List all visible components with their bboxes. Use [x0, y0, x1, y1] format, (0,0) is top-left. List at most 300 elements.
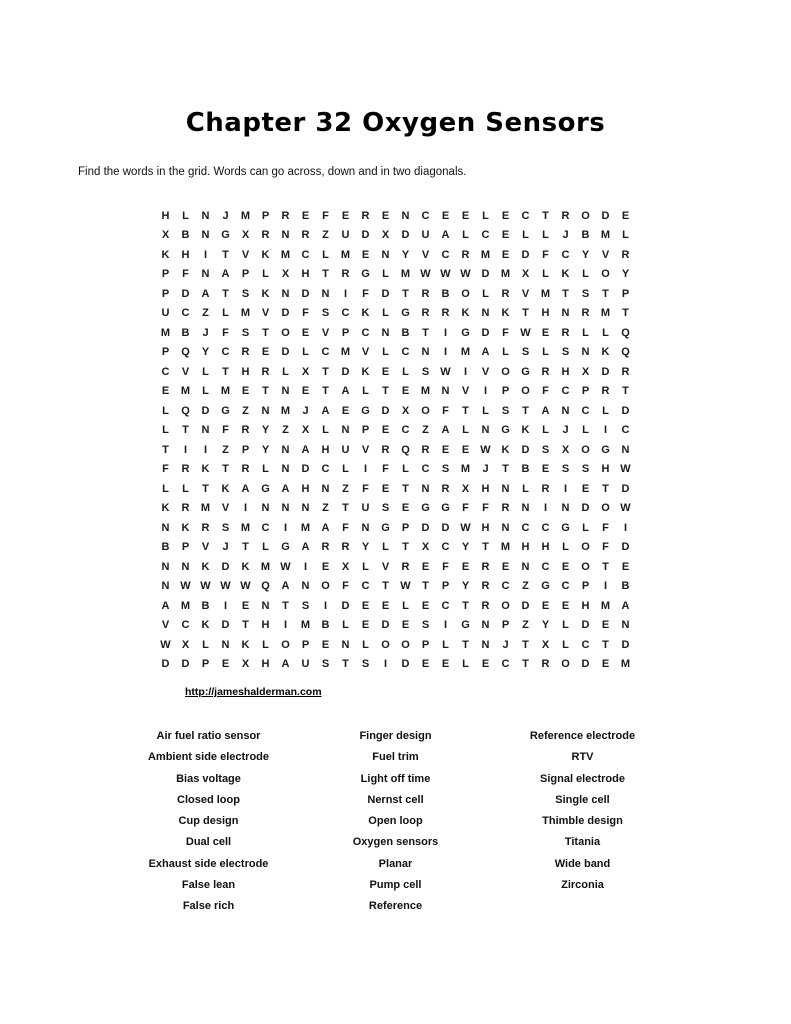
grid-letter: G [461, 326, 470, 339]
grid-letter: C [421, 209, 430, 222]
grid-letter: D [581, 619, 590, 632]
grid-letter: V [321, 326, 330, 339]
grid-letter: P [581, 385, 590, 398]
grid-letter: C [221, 346, 230, 359]
grid-letter: J [222, 209, 229, 222]
grid-letter: D [521, 443, 530, 456]
grid-letter: D [381, 404, 390, 417]
grid-letter: M [340, 248, 351, 261]
grid-letter: L [462, 658, 469, 671]
grid-letter: C [181, 619, 190, 632]
word-list-item: Fuel trim [372, 751, 419, 764]
grid-letter: D [621, 404, 630, 417]
grid-letter: G [221, 229, 230, 242]
grid-letter: W [440, 268, 451, 281]
grid-letter: K [241, 560, 250, 573]
grid-letter: K [461, 307, 470, 320]
grid-letter: I [463, 365, 468, 378]
grid-letter: B [201, 599, 210, 612]
grid-letter: E [401, 385, 410, 398]
grid-letter: F [342, 580, 349, 593]
grid-letter: V [601, 248, 610, 261]
grid-letter: N [561, 404, 570, 417]
grid-letter: M [300, 521, 311, 534]
grid-letter: N [581, 346, 590, 359]
grid-letter: E [221, 658, 230, 671]
grid-letter: R [501, 502, 510, 515]
grid-letter: B [401, 326, 410, 339]
grid-letter: N [481, 638, 490, 651]
grid-letter: Y [201, 346, 210, 359]
grid-letter: L [462, 424, 469, 437]
grid-letter: R [321, 541, 330, 554]
grid-letter: Y [361, 541, 370, 554]
grid-letter: U [341, 443, 350, 456]
grid-letter: T [242, 619, 249, 632]
grid-letter: G [521, 365, 530, 378]
grid-letter: T [222, 287, 229, 300]
grid-letter: O [501, 599, 510, 612]
grid-letter: M [500, 268, 511, 281]
grid-letter: L [562, 541, 569, 554]
grid-letter: E [321, 638, 330, 651]
grid-letter: H [541, 307, 550, 320]
grid-letter: I [383, 658, 388, 671]
grid-letter: T [522, 404, 529, 417]
grid-letter: L [262, 268, 269, 281]
grid-letter: T [462, 638, 469, 651]
grid-letter: C [501, 658, 510, 671]
grid-letter: V [161, 619, 170, 632]
grid-letter: J [502, 638, 509, 651]
grid-letter: T [222, 248, 229, 261]
grid-letter: S [581, 463, 590, 476]
grid-letter: H [481, 521, 490, 534]
grid-letter: S [501, 404, 510, 417]
grid-letter: U [421, 229, 430, 242]
grid-letter: R [481, 599, 490, 612]
grid-letter: Q [621, 346, 630, 359]
grid-letter: L [582, 521, 589, 534]
website-link[interactable]: http://jameshalderman.com [185, 686, 322, 698]
grid-letter: R [621, 248, 630, 261]
grid-letter: E [421, 658, 430, 671]
grid-letter: W [180, 580, 191, 593]
grid-letter: C [521, 521, 530, 534]
grid-letter: T [462, 404, 469, 417]
grid-letter: D [481, 268, 490, 281]
grid-letter: T [402, 482, 409, 495]
grid-letter: R [601, 385, 610, 398]
grid-letter: G [441, 502, 450, 515]
grid-letter: F [482, 502, 489, 515]
grid-letter: D [621, 638, 630, 651]
grid-letter: E [381, 482, 390, 495]
grid-letter: E [461, 209, 470, 222]
grid-letter: X [521, 268, 530, 281]
grid-letter: L [162, 404, 169, 417]
grid-letter: A [441, 229, 450, 242]
grid-letter: K [521, 424, 530, 437]
grid-letter: T [542, 209, 549, 222]
grid-letter: D [441, 521, 450, 534]
grid-letter: A [541, 404, 550, 417]
word-list-column [116, 726, 302, 918]
grid-letter: R [181, 502, 190, 515]
grid-letter: Z [202, 307, 209, 320]
grid-letter: E [301, 385, 310, 398]
grid-letter: L [582, 424, 589, 437]
grid-letter: O [561, 658, 570, 671]
grid-letter: H [601, 463, 610, 476]
grid-letter: D [181, 287, 190, 300]
grid-letter: T [382, 580, 389, 593]
grid-letter: A [281, 580, 290, 593]
grid-letter: N [401, 209, 410, 222]
grid-letter: Y [461, 580, 470, 593]
grid-letter: N [381, 248, 390, 261]
grid-letter: M [220, 385, 231, 398]
word-list-item: Light off time [360, 772, 431, 785]
grid-letter: D [481, 326, 490, 339]
grid-letter: Y [541, 619, 550, 632]
grid-letter: Q [401, 443, 410, 456]
grid-letter: N [201, 229, 210, 242]
grid-letter: S [301, 599, 310, 612]
grid-letter: L [522, 229, 529, 242]
word-list-item: Dual cell [185, 836, 232, 849]
grid-letter: V [201, 541, 210, 554]
grid-letter: L [342, 619, 349, 632]
grid-letter: K [221, 482, 230, 495]
grid-letter: B [161, 541, 170, 554]
grid-letter: A [281, 482, 290, 495]
grid-letter: P [341, 326, 350, 339]
grid-letter: H [481, 482, 490, 495]
grid-letter: E [541, 463, 550, 476]
grid-letter: P [161, 346, 170, 359]
grid-letter: N [481, 619, 490, 632]
grid-letter: V [361, 346, 370, 359]
grid-letter: L [402, 599, 409, 612]
grid-letter: W [440, 365, 451, 378]
grid-letter: C [301, 248, 310, 261]
grid-letter: R [341, 268, 350, 281]
grid-letter: K [601, 346, 610, 359]
grid-letter: W [620, 463, 631, 476]
grid-letter: S [561, 463, 570, 476]
grid-letter: W [520, 326, 531, 339]
grid-letter: K [561, 268, 570, 281]
grid-letter: D [341, 599, 350, 612]
grid-row [156, 245, 636, 265]
grid-letter: S [421, 365, 430, 378]
grid-letter: R [201, 521, 210, 534]
grid-letter: T [602, 482, 609, 495]
grid-letter: T [602, 638, 609, 651]
grid-letter: L [202, 638, 209, 651]
grid-letter: E [621, 209, 630, 222]
grid-letter: B [321, 619, 330, 632]
grid-letter: R [381, 443, 390, 456]
grid-letter: Y [581, 248, 590, 261]
grid-letter: E [561, 599, 570, 612]
grid-letter: I [183, 443, 188, 456]
grid-letter: D [581, 502, 590, 515]
grid-letter: E [361, 248, 370, 261]
grid-letter: E [321, 560, 330, 573]
grid-letter: D [201, 404, 210, 417]
grid-letter: E [501, 229, 510, 242]
grid-letter: L [402, 365, 409, 378]
grid-letter: C [341, 307, 350, 320]
grid-letter: J [222, 541, 229, 554]
grid-letter: L [182, 482, 189, 495]
grid-letter: Z [322, 229, 329, 242]
word-list-item: Zirconia [561, 879, 604, 892]
grid-letter: V [261, 307, 270, 320]
grid-row [156, 596, 636, 616]
grid-letter: A [281, 658, 290, 671]
grid-letter: M [240, 307, 251, 320]
grid-letter: O [581, 443, 590, 456]
grid-letter: L [362, 385, 369, 398]
grid-letter: G [221, 404, 230, 417]
grid-letter: U [361, 502, 370, 515]
grid-letter: F [182, 268, 189, 281]
grid-letter: K [201, 463, 210, 476]
grid-letter: L [282, 365, 289, 378]
grid-letter: M [460, 346, 471, 359]
grid-letter: W [460, 521, 471, 534]
grid-letter: X [541, 638, 550, 651]
grid-letter: X [301, 424, 310, 437]
grid-letter: D [301, 287, 310, 300]
grid-letter: D [401, 229, 410, 242]
grid-letter: M [300, 619, 311, 632]
grid-letter: F [162, 463, 169, 476]
grid-letter: O [461, 287, 470, 300]
grid-letter: K [261, 248, 270, 261]
grid-letter: R [541, 658, 550, 671]
grid-letter: L [482, 209, 489, 222]
grid-letter: F [542, 248, 549, 261]
grid-letter: I [203, 443, 208, 456]
grid-letter: M [600, 599, 611, 612]
instructions-text: Find the words in the grid. Words can go across, down and in two diagonals. [78, 166, 467, 178]
grid-letter: U [341, 229, 350, 242]
grid-letter: O [581, 209, 590, 222]
grid-letter: L [382, 307, 389, 320]
grid-letter: F [222, 326, 229, 339]
grid-letter: P [401, 521, 410, 534]
grid-letter: M [240, 521, 251, 534]
grid-letter: N [161, 580, 170, 593]
page-title: Chapter 32 Oxygen Sensors [185, 108, 606, 138]
grid-letter: R [301, 229, 310, 242]
grid-letter: S [521, 346, 530, 359]
grid-letter: H [261, 658, 270, 671]
grid-letter: R [481, 560, 490, 573]
grid-letter: G [541, 580, 550, 593]
grid-letter: G [361, 404, 370, 417]
grid-letter: M [180, 599, 191, 612]
grid-letter: H [261, 619, 270, 632]
grid-letter: C [181, 307, 190, 320]
grid-letter: N [201, 209, 210, 222]
grid-letter: F [442, 560, 449, 573]
word-list-item: False lean [181, 879, 236, 892]
grid-letter: L [562, 619, 569, 632]
grid-row [156, 518, 636, 538]
grid-letter: W [620, 502, 631, 515]
grid-letter: L [482, 287, 489, 300]
grid-letter: E [421, 599, 430, 612]
grid-letter: T [482, 541, 489, 554]
grid-letter: L [202, 385, 209, 398]
link-row [185, 686, 791, 698]
grid-letter: Z [342, 482, 349, 495]
grid-letter: N [321, 287, 330, 300]
grid-letter: R [481, 580, 490, 593]
grid-letter: R [181, 463, 190, 476]
grid-letter: L [262, 541, 269, 554]
grid-letter: I [243, 502, 248, 515]
grid-letter: M [180, 385, 191, 398]
grid-letter: E [461, 443, 470, 456]
grid-letter: X [401, 404, 410, 417]
grid-letter: D [221, 619, 230, 632]
grid-letter: H [181, 248, 190, 261]
grid-letter: N [521, 560, 530, 573]
grid-letter: L [542, 229, 549, 242]
word-list-item: Planar [378, 857, 413, 870]
grid-letter: M [600, 229, 611, 242]
grid-letter: V [381, 560, 390, 573]
grid-letter: U [301, 658, 310, 671]
grid-letter: K [501, 443, 510, 456]
grid-row [156, 616, 636, 636]
grid-letter: E [561, 560, 570, 573]
grid-letter: R [341, 541, 350, 554]
grid-letter: P [261, 209, 270, 222]
grid-letter: J [562, 229, 569, 242]
grid-letter: P [621, 287, 630, 300]
grid-letter: Z [322, 502, 329, 515]
grid-letter: D [621, 482, 630, 495]
grid-letter: C [621, 424, 630, 437]
grid-letter: C [561, 248, 570, 261]
grid-letter: C [441, 248, 450, 261]
grid-letter: L [382, 268, 389, 281]
grid-letter: N [441, 385, 450, 398]
grid-letter: E [601, 658, 610, 671]
grid-letter: T [282, 599, 289, 612]
grid-letter: O [581, 560, 590, 573]
grid-row [156, 226, 636, 246]
grid-letter: Z [422, 424, 429, 437]
grid-letter: E [261, 346, 270, 359]
grid-letter: D [621, 541, 630, 554]
grid-letter: H [241, 365, 250, 378]
grid-letter: Q [621, 326, 630, 339]
grid-letter: E [381, 424, 390, 437]
grid-letter: W [240, 580, 251, 593]
grid-letter: F [542, 385, 549, 398]
grid-row [156, 557, 636, 577]
grid-letter: N [181, 560, 190, 573]
grid-letter: S [321, 658, 330, 671]
grid-letter: N [341, 424, 350, 437]
grid-letter: H [521, 541, 530, 554]
grid-letter: N [281, 463, 290, 476]
grid-letter: N [361, 521, 370, 534]
grid-letter: T [322, 365, 329, 378]
grid-row [156, 304, 636, 324]
grid-letter: G [421, 502, 430, 515]
grid-letter: N [421, 482, 430, 495]
grid-letter: P [441, 580, 450, 593]
grid-letter: T [322, 268, 329, 281]
grid-letter: M [280, 404, 291, 417]
grid-letter: C [501, 580, 510, 593]
word-list-item: Nernst cell [367, 793, 424, 806]
word-list-item: Finger design [359, 730, 432, 742]
grid-letter: V [481, 365, 490, 378]
grid-row [156, 362, 636, 382]
grid-letter: N [621, 619, 630, 632]
grid-letter: L [582, 268, 589, 281]
grid-row [156, 206, 636, 226]
grid-letter: I [283, 521, 288, 534]
grid-letter: T [522, 638, 529, 651]
grid-letter: T [522, 307, 529, 320]
word-list-item: Titania [564, 836, 601, 849]
grid-letter: V [521, 287, 530, 300]
grid-letter: S [441, 463, 450, 476]
grid-letter: K [181, 521, 190, 534]
grid-letter: R [621, 365, 630, 378]
grid-letter: Y [261, 443, 270, 456]
grid-letter: J [562, 424, 569, 437]
grid-letter: T [222, 365, 229, 378]
grid-letter: L [222, 307, 229, 320]
grid-letter: N [341, 638, 350, 651]
grid-letter: C [581, 638, 590, 651]
grid-letter: V [181, 365, 190, 378]
grid-letter: P [241, 443, 250, 456]
grid-letter: L [602, 326, 609, 339]
word-list-item: Closed loop [177, 793, 240, 806]
grid-letter: K [361, 307, 370, 320]
grid-letter: S [221, 521, 230, 534]
grid-letter: R [281, 209, 290, 222]
grid-letter: O [601, 268, 610, 281]
grid-letter: T [182, 424, 189, 437]
grid-letter: L [402, 463, 409, 476]
grid-letter: T [422, 326, 429, 339]
grid-letter: R [561, 209, 570, 222]
grid-letter: E [501, 248, 510, 261]
grid-letter: A [241, 482, 250, 495]
grid-row [156, 265, 636, 285]
grid-letter: H [581, 599, 590, 612]
grid-letter: E [361, 619, 370, 632]
grid-letter: K [361, 365, 370, 378]
grid-letter: C [321, 463, 330, 476]
grid-letter: A [321, 404, 330, 417]
grid-letter: L [522, 482, 529, 495]
